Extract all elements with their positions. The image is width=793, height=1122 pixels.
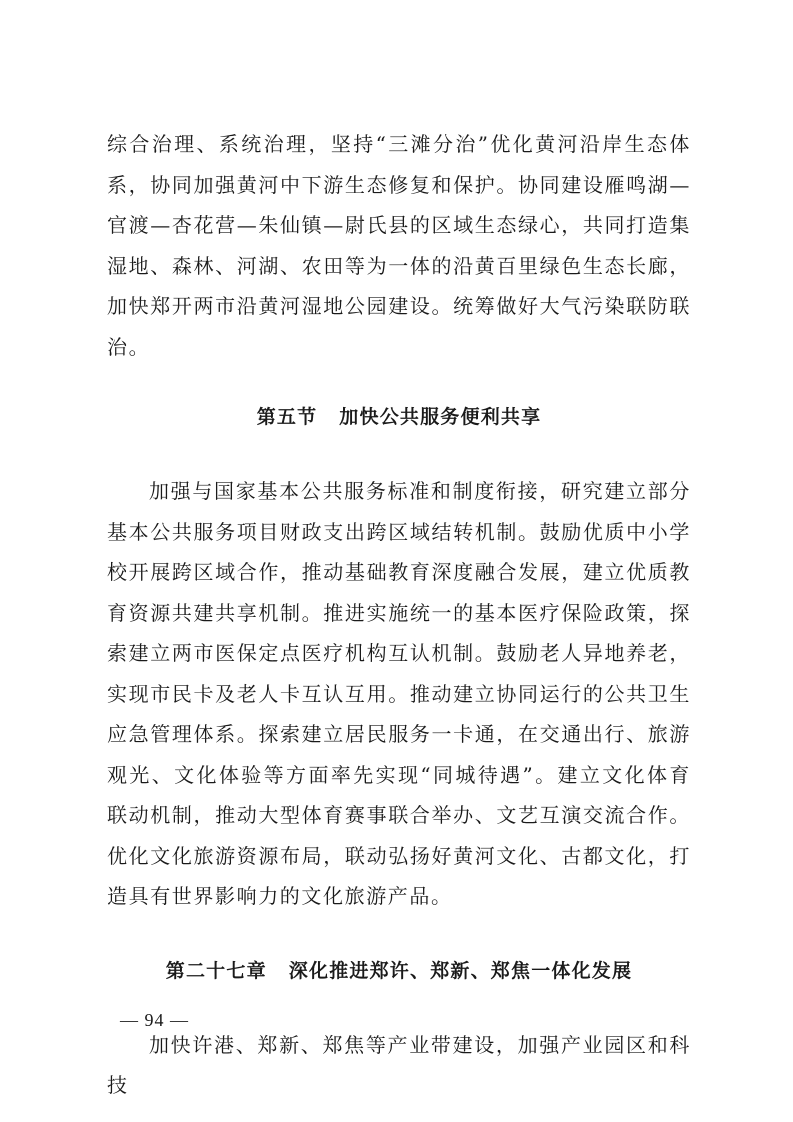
section-heading (107, 397, 691, 437)
body-paragraph: 加强与国家基本公共服务标准和制度衔接，研究建立部分基本公共服务项目财政支出跨区域结转机制。鼓励优质中小学校开展跨区域合作，推动基础教育深度融合发展，建立优质教育资源共建共享机制。推进实施统一的基本医疗保险政策，探索建立两市医保定点医疗机构互认机制。鼓励老人异地养老，实现市民卡及老人卡互认互用。推动建立协同运行的公共卫生应急管理体系。探索建立居民服务一卡通，在交通出行、旅游观光、文化体验等方面率先实现“同城待遇”。建立文化体育联动机制，推动大型体育赛事联合举办、文艺互演交流合作。优化文化旅游资源布局，联动弘扬好黄河文化、古都文化，打造具有世界影响力的文化旅游产品。 (107, 479, 691, 908)
document-body (107, 124, 691, 1106)
body-paragraph: 加快许港、郑新、郑焦等产业带建设，加强产业园区和科技 (107, 1032, 691, 1097)
chapter-number: 第二十七章 (165, 959, 267, 982)
section-title: 加快公共服务便利共享 (339, 406, 542, 428)
chapter-title: 深化推进郑许、郑新、郑焦一体化发展 (288, 959, 633, 982)
body-paragraph: 综合治理、系统治理，坚持“三滩分治”优化黄河沿岸生态体系，协同加强黄河中下游生态修复和保护。协同建设雁鸣湖—官渡—杏花营—朱仙镇—尉氏县的区域生态绿心，共同打造集湿地、森林、河湖、农田等为一体的沿黄百里绿色生态长廊，加快郑开两市沿黄河湿地公园建设。统筹做好大气污染联防联治。 (107, 132, 691, 359)
chapter-heading (107, 951, 691, 991)
section-number: 第五节 (256, 406, 318, 428)
page-number: — 94 — (120, 1010, 189, 1030)
